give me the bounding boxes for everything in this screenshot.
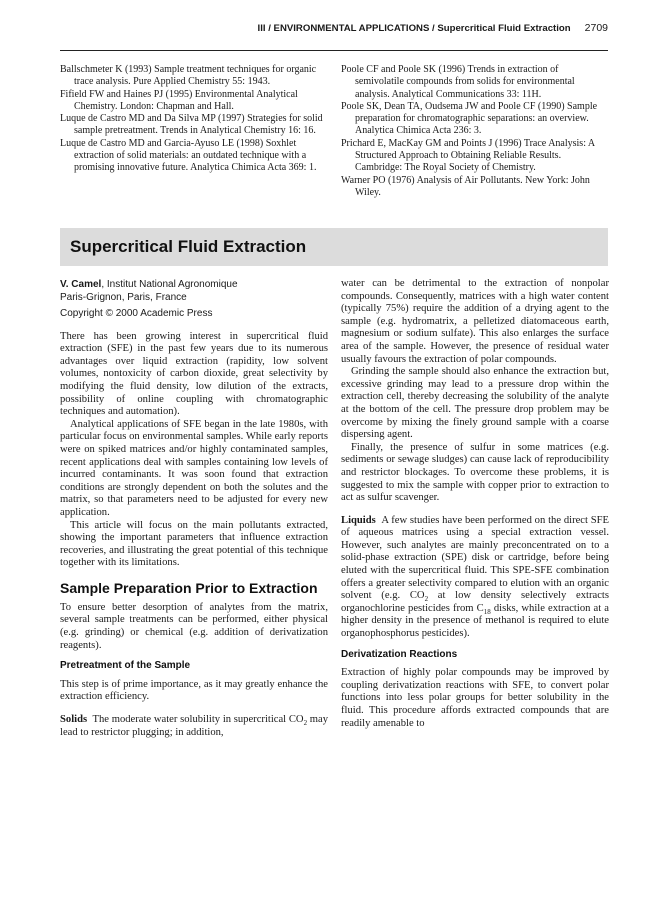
liquids-paragraph: Liquids A few studies have been performed on the direct SFE of aqueous matrices using a special extraction vessel. However, such analytes are mainly preconcentrated on to a solid-phase extraction (SPE) disk or cartridge, before being eluted with the supercritical fluid. This SPE-SFE combination offers a greater selectivity compared to elution with an organic solvent (e.g. $CO_2$ at low density selectively extracts organochlorine pesticides from $C_{18}$ disks, while extraction at a higher density in the presence of methanol is required to elute organophosphorus pesticides). [341,514,609,640]
reference-item: Luque de Castro MD and Garcia-Ayuso LE (1998) Soxhlet extraction of solid materials: an outdated technique with a promising innovative future. Analytica Chimica Acta 369: 1. [60,137,317,174]
running-header [60,22,608,51]
page-number: 2709 [584,22,608,34]
body-paragraph: To ensure better desorption of analytes from the matrix, several sample treatments can be performed, either physical (e.g. grinding) or chemical (e.g. addition of derivatization reagents). [60,601,328,651]
author-location: Paris-Grignon, Paris, France [60,292,187,303]
running-title: III / ENVIRONMENTAL APPLICATIONS / Supercritical Fluid Extraction [257,23,571,34]
article-title: Supercritical Fluid Extraction [70,237,307,256]
body-paragraph: Extraction of highly polar compounds may be improved by coupling derivatization reactions with SFE, to convert polar functions into less polar groups for better solubility in the fluid. This procedure affords extracted compounds that are readily amenable to [341,667,609,729]
body-paragraph: water can be detrimental to the extraction of nonpolar compounds. Consequently, matrices with a high water content (typically 75%) require the addition of a drying agent to the sample (e.g. hydromatrix, a pelletized diatomaceous earth, magnesium or sodium sulfate). This also enlarges the surface area of the sample. However, the presence of residual water usually favours the extraction of polar compounds. [341,278,609,365]
reference-item: Fifield FW and Haines PJ (1995) Environmental Analytical Chemistry. London: Chapman and Hall. [60,88,298,112]
author-affiliation: , Institut National Agronomique [101,279,238,290]
reference-item: Ballschmeter K (1993) Sample treatment techniques for organic trace analysis. Pure Applied Chemistry 55: 1943. [60,64,317,88]
subsection-heading: Derivatization Reactions [341,648,458,660]
author-name: V. Camel [60,279,102,290]
section-heading: Sample Preparation Prior to Extraction [60,579,318,596]
runin-liquids: Liquids [341,514,376,526]
body-paragraph: This article will focus on the main pollutants extracted, showing the important parameters that influence extraction recoveries, and illustrating the great potential of this technique together with its limitations. [60,519,328,569]
copyright-line: Copyright © 2000 Academic Press [60,308,213,319]
reference-item: Luque de Castro MD and Da Silva MP (1997) Strategies for solid sample pretreatment. Trends in Analytical Chemistry 16: 16. [60,113,323,137]
body-paragraph: Finally, the presence of sulfur in some matrices (e.g. sediments or sewage sludges) can cause lack of reproducibility and restrictor blockages. To overcome these problems, it is suggested to mix the sample with copper prior to extraction to act as sulfur scavenger. [341,441,609,504]
solids-paragraph: Solids The moderate water solubility in supercritical $CO_2$ may lead to restrictor plugging; in addition, [60,714,329,738]
references-left [60,64,328,175]
reference-item: Prichard E, MacKay GM and Points J (1996) Trace Analysis: A Structured Approach to Obtaining Reliable Results. Cambridge: The Royal Society of Chemistry. [341,137,595,174]
author-block [60,278,328,304]
body-paragraph: This step is of prime importance, as it may greatly enhance the extraction efficiency. [60,678,328,703]
body-paragraph: There has been growing interest in supercritical fluid extraction (SFE) in the past few years due to its numerous advantages over liquid extraction (rapidity, low solvent volumes, nontoxicity of carbon dioxide, great selectivity by modifying the fluid density, low dilution of the extracts, possibility of online coupling with chromatographic techniques and automation). [60,330,328,418]
reference-item: Warner PO (1976) Analysis of Air Pollutants. New York: John Wiley. [341,174,590,198]
left-column [60,278,328,739]
body-paragraph: Analytical applications of SFE began in the late 1980s, with particular focus on environmental samples. While early reports were on spiked matrices and/or highly contaminated samples, recent applications deal with samples containing low levels of incurred contaminants. It was soon found that extraction conditions are strongly dependent on both the solutes and the matrix, so that parameters need to be adjusted for every new application. [60,418,328,518]
right-column [341,278,609,730]
subsection-heading: Pretreatment of the Sample [60,660,191,672]
references-right [341,64,609,199]
runin-solids: Solids [60,714,88,726]
reference-item: Poole CF and Poole SK (1996) Trends in extraction of semivolatile compounds from solids for environmental analysis. Analytical Communications 33: 11H. [341,64,575,100]
article-title-band [60,228,608,266]
reference-item: Poole SK, Dean TA, Oudsema JW and Poole CF (1990) Sample preparation for chromatographic separations: an overview. Analytica Chimica Acta 236: 3. [341,100,598,137]
body-paragraph: Grinding the sample should also enhance the extraction but, excessive grinding may lead to a pressure drop within the extraction cell, thereby decreasing the solubility of the analyte at the bottom of the cell. The pressure drop problem may be overcome by mixing the finely ground sample with a coarse dispersing agent. [341,366,609,441]
